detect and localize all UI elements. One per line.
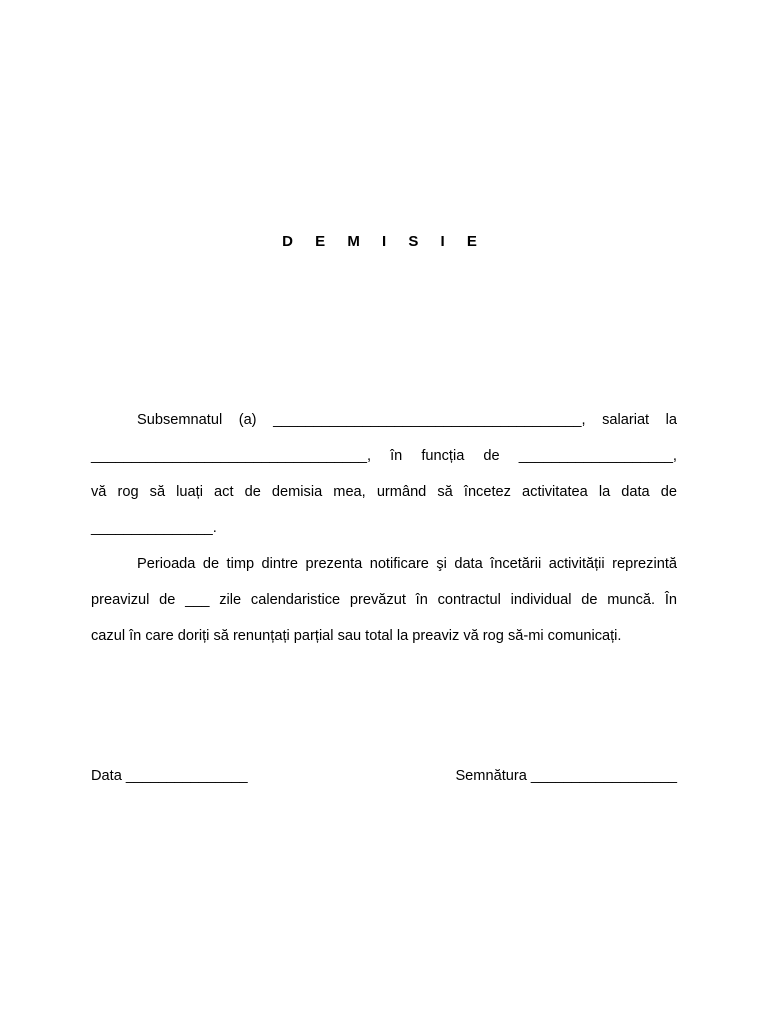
paragraph-notice-period — [91, 546, 677, 654]
paragraph-line: preavizul de ___ zile calendaristice prevăzut în contractul individual de muncă. În — [91, 592, 677, 608]
date-field: Data _______________ — [91, 768, 248, 784]
paragraph-declaration — [91, 402, 677, 546]
signature-row — [91, 766, 677, 786]
paragraph-line: __________________________________, în funcția de ___________________, — [91, 448, 677, 464]
paragraph-line: cazul în care doriți să renunțați parțial sau total la preaviz vă rog să-mi comunicați. — [91, 628, 622, 644]
paragraph-line: Subsemnatul (a) ______________________________________, salariat la — [137, 412, 677, 428]
signature-field: Semnătura __________________ — [455, 768, 677, 784]
document-title: D E M I S I E — [282, 233, 486, 250]
paragraph-line: Perioada de timp dintre prezenta notificare şi data încetării activității reprezintă — [137, 556, 677, 572]
paragraph-line: _______________. — [91, 520, 217, 536]
paragraph-line: vă rog să luați act de demisia mea, urmând să încetez activitatea la data de — [91, 484, 677, 500]
